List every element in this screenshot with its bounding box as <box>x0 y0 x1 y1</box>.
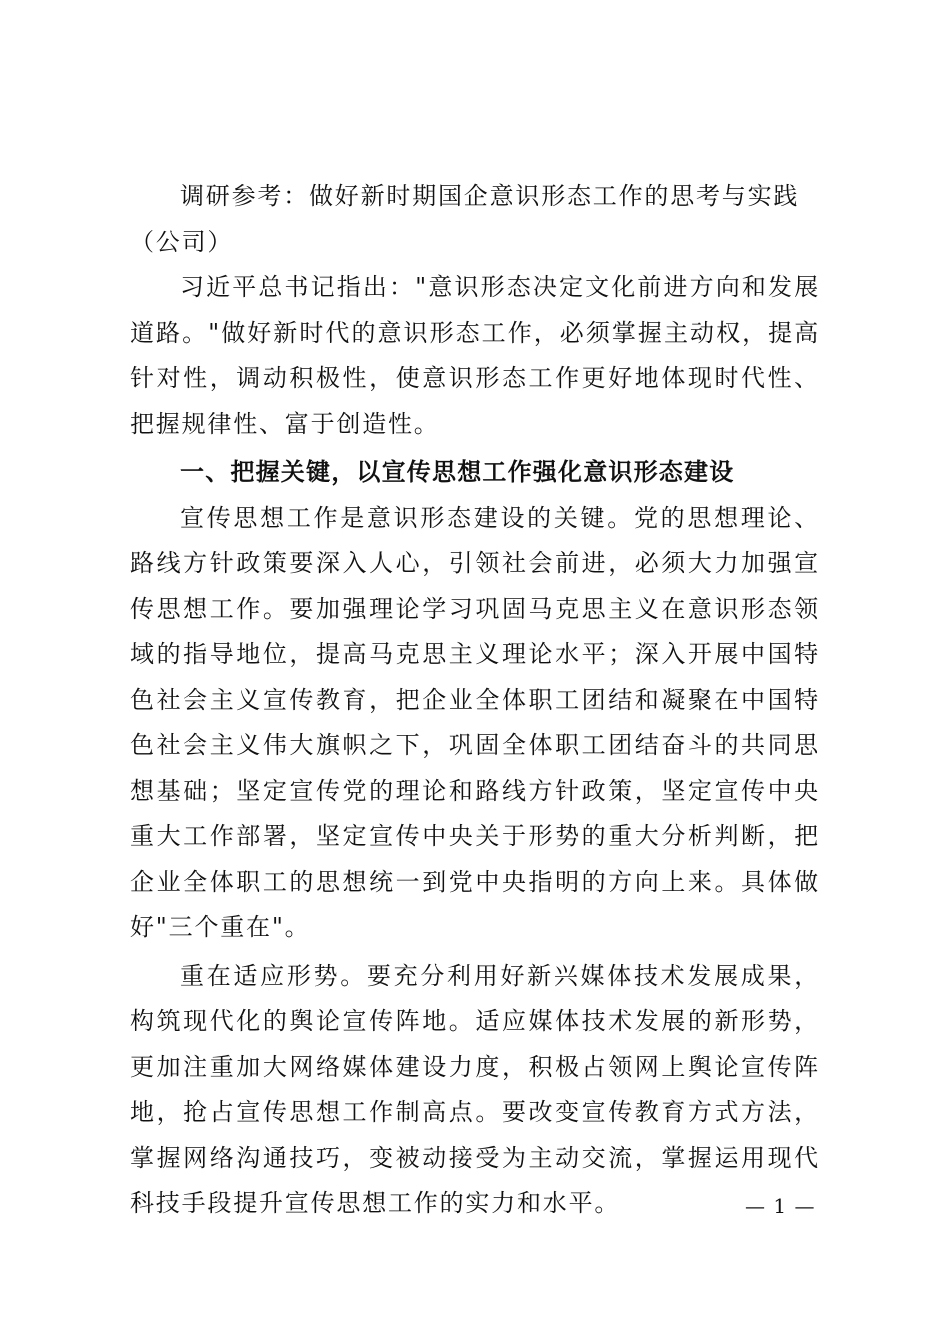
section-paragraph-2: 重在适应形势。要充分利用好新兴媒体技术发展成果，构筑现代化的舆论宣传阵地。适应媒体技术发展的新形势，更加注重加大网络媒体建设力度，积极占领网上舆论宣传阵地，抢占宣传思想工作制高点。要改变宣传教育方式方法，掌握网络沟通技巧，变被动接受为主动交流，掌握运用现代科技手段提升宣传思想工作的实力和水平。 <box>130 961 820 1217</box>
document-body <box>130 174 820 1227</box>
section-paragraph-1: 宣传思想工作是意识形态建设的关键。党的思想理论、路线方针政策要深入人心，引领社会前进，必须大力加强宣传思想工作。要加强理论学习巩固马克思主义在意识形态领域的指导地位，提高马克思主义理论水平；深入开展中国特色社会主义宣传教育，把企业全体职工团结和凝聚在中国特色社会主义伟大旗帜之下，巩固全体职工团结奋斗的共同思想基础；坚定宣传党的理论和路线方针政策，坚定宣传中央重大工作部署，坚定宣传中央关于形势的重大分析判断，把企业全体职工的思想统一到党中央指明的方向上来。具体做好"三个重在"。 <box>130 503 820 941</box>
page-number: — 1 — <box>745 1194 816 1218</box>
section-heading: 一、把握关键，以宣传思想工作强化意识形态建设 <box>180 458 735 486</box>
intro-paragraph: 习近平总书记指出："意识形态决定文化前进方向和发展道路。"做好新时代的意识形态工作，必须掌握主动权，提高针对性，调动积极性，使意识形态工作更好地体现时代性、把握规律性、富于创造性。 <box>130 273 820 438</box>
document-title: 调研参考：做好新时期国企意识形态工作的思考与实践（公司） <box>130 182 800 256</box>
